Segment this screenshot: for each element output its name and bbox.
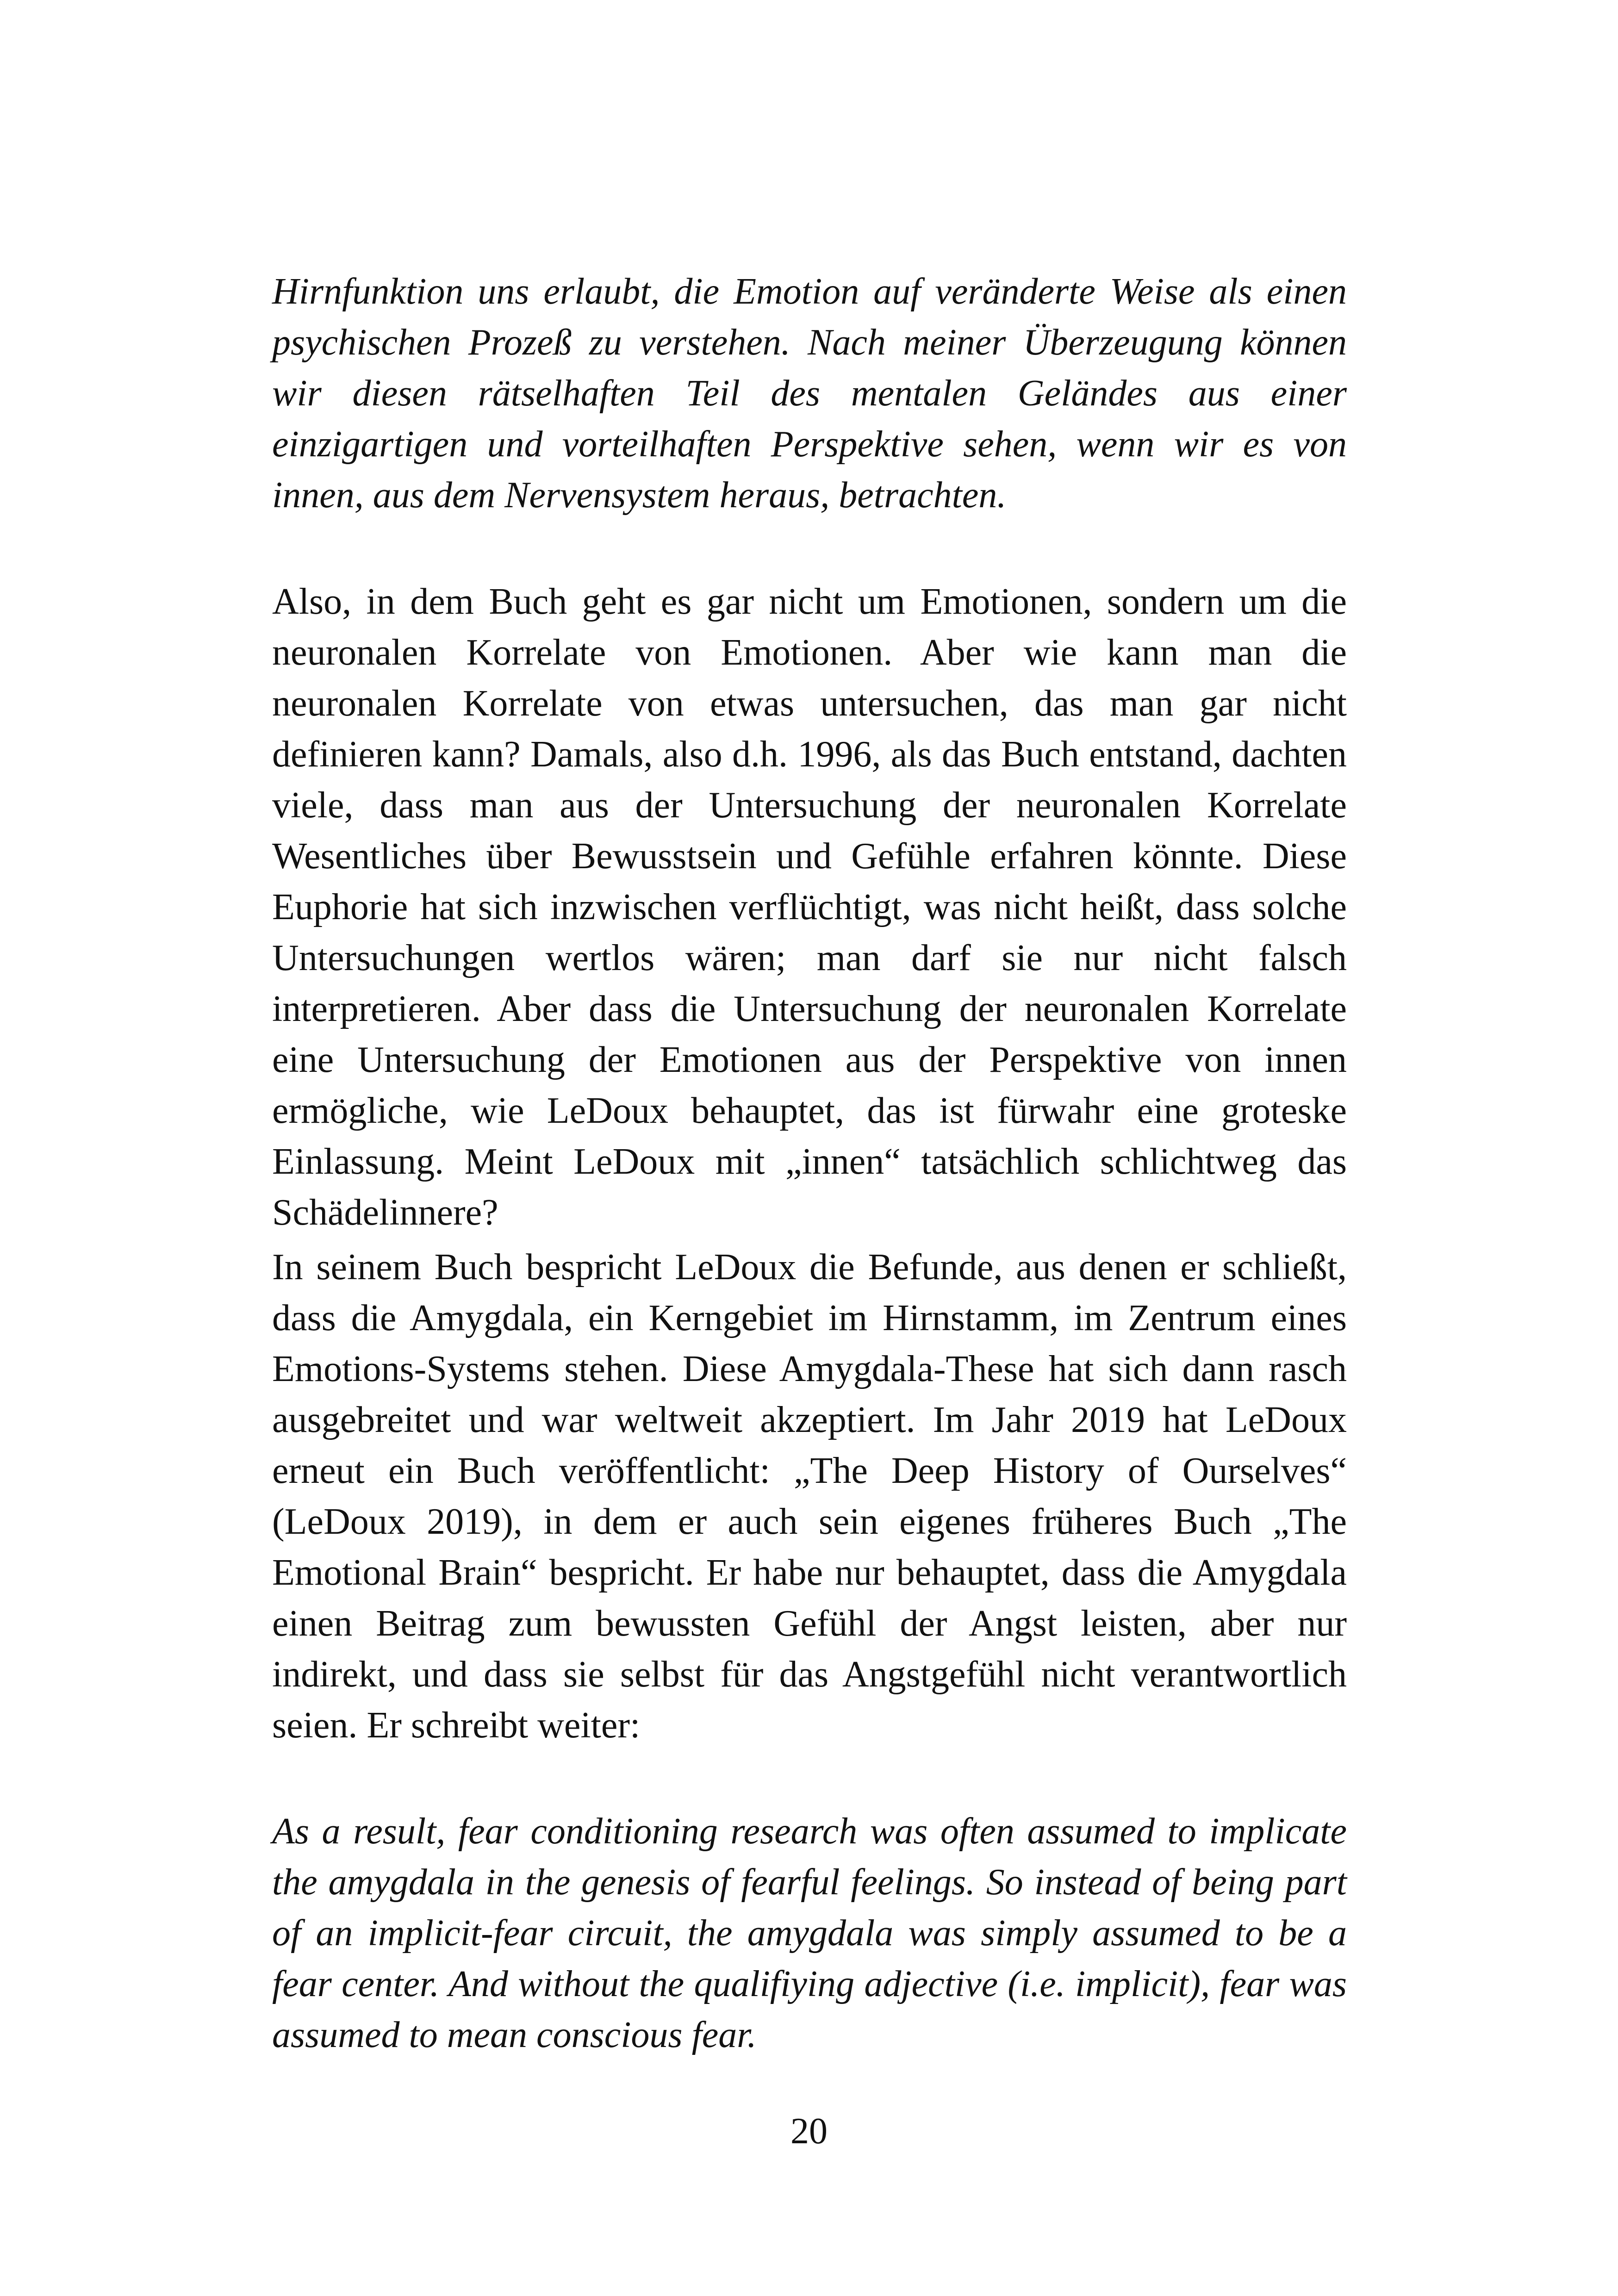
block-quote-ledoux-english: As a result, fear conditioning research was often assumed to implicate the amygdala in the genesis of fearful feelings. So instead of being part of an implicit-fear circuit, the amygdala was simply assumed to be a fear center. And without the qualifiying adjective (i.e. implicit), fear was assumed to mean conscious fear. bbox=[272, 1811, 1347, 2055]
block-quote-ledoux-german: Hirnfunktion uns erlaubt, die Emotion auf veränderte Weise als einen psychischen Prozeß zu verstehen. Nach meiner Überzeugung können wir diesen rätselhaften Teil des mentalen Geländes aus einer einzigartigen und vorteilhaften Perspektive sehen, wenn wir es von innen, aus dem Nervensystem heraus, betrachten. bbox=[272, 271, 1347, 516]
body-paragraph-amygdala-thesis: In seinem Buch bespricht LeDoux die Befunde, aus denen er schließt, dass die Amygdala, ein Kerngebiet im Hirnstamm, im Zentrum eines Emotions-Systems stehen. Diese Amygdala-These hat sich dann rasch ausgebreitet und war weltweit akzeptiert. Im Jahr 2019 hat LeDoux erneut ein Buch veröffentlicht: „The Deep History of Ourselves“ (LeDoux 2019), in dem er auch sein eigenes früheres Buch „The Emotional Brain“ bespricht. Er habe nur behauptet, dass die Amygdala einen Beitrag zum bewussten Gefühl der Angst leisten, aber nur indirekt, und dass sie selbst für das Angstgefühl nicht verantwortlich seien. Er schreibt weiter: bbox=[272, 1247, 1347, 1746]
body-paragraph-neural-correlates: Also, in dem Buch geht es gar nicht um Emotionen, sondern um die neuronalen Korrelate von Emotionen. Aber wie kann man die neuronalen Korrelate von etwas untersuchen, das man gar nicht definieren kann? Damals, also d.h. 1996, als das Buch entstand, dachten viele, dass man aus der Untersuchung der neuronalen Korrelate Wesentliches über Bewusstsein und Gefühle erfahren könnte. Diese Euphorie hat sich inzwischen verflüchtigt, was nicht heißt, dass solche Untersuchungen wertlos wären; man darf sie nur nicht falsch interpretieren. Aber dass die Untersuchung der neuronalen Korrelate eine Untersuchung der Emotionen aus der Perspektive von innen ermögliche, wie LeDoux behauptet, das ist fürwahr eine groteske Einlassung. Meint LeDoux mit „innen“ tatsächlich schlichtweg das Schädelinnere? bbox=[272, 581, 1347, 1233]
page-number: 20 bbox=[790, 2111, 828, 2152]
